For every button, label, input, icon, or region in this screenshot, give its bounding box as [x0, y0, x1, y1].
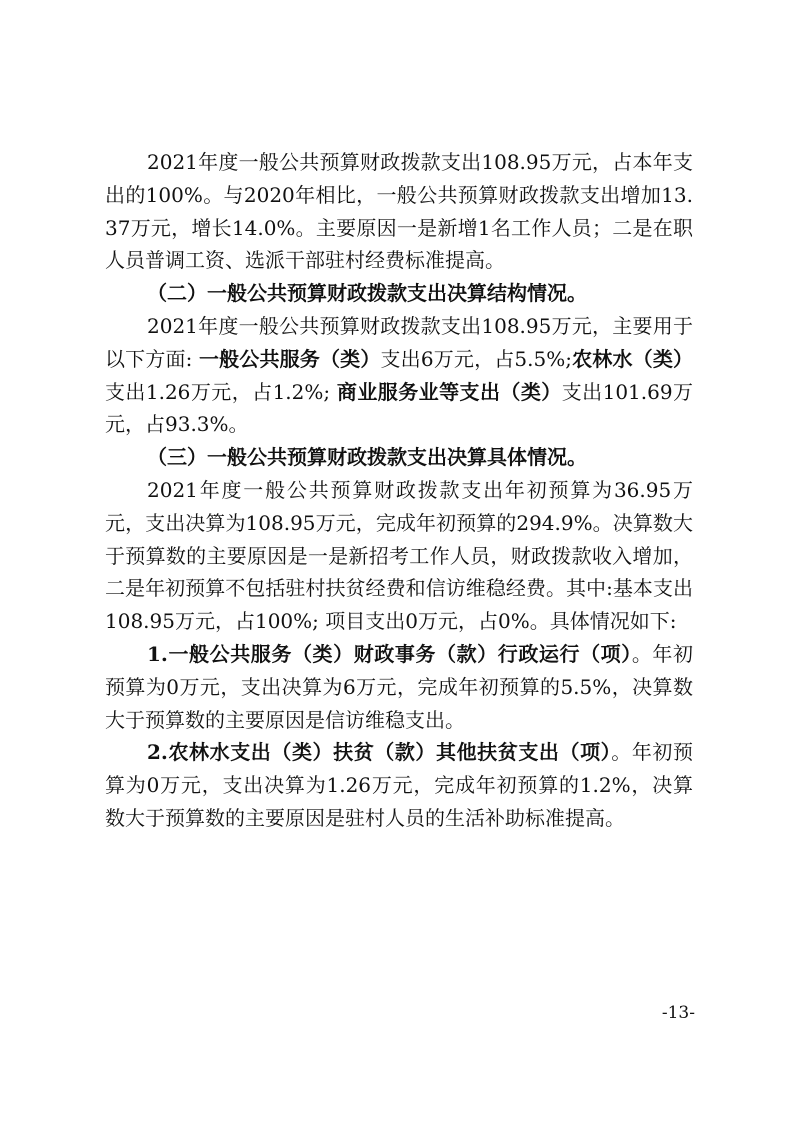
- category-commercial-services-text: 支出101.69万元，占93.3%。: [105, 379, 694, 437]
- item-administrative-operation-text: 。年初预算为0万元，支出决算为6万元，完成年初预算的5.5%，决算数大于预算数的主要原因是信访维稳支出。: [105, 641, 693, 732]
- item-administrative-operation-title: 1.一般公共服务（类）财政事务（款）行政运行（项）: [147, 641, 632, 666]
- item-poverty-alleviation-text: 。年初预算为0万元，支出决算为1.26万元，完成年初预算的1.2%，决算数大于预算数的主要原因是驻村人员的生活补助标准提高。: [105, 740, 693, 830]
- structure-intro: 2021年度一般公共预算财政拨款支出108.95万元，主要用于以下方面:: [105, 313, 693, 371]
- item-administrative-operation: [105, 638, 693, 736]
- page-number: -13-: [661, 1003, 695, 1023]
- document-body: [105, 146, 693, 835]
- category-general-public-services: 一般公共服务（类）: [198, 346, 381, 371]
- category-agriculture-forestry-water-text: 支出1.26万元，占1.2%;: [105, 379, 337, 404]
- paragraph-expenditure-summary: 2021年度一般公共预算财政拨款支出108.95万元，占本年支出的100%。与2020年相比，一般公共预算财政拨款支出增加13.37万元，增长14.0%。主要原因一是新增1名工作人员；二是在职人员普调工资、选派干部驻村经费标准提高。: [105, 150, 693, 273]
- category-agriculture-forestry-water: 农林水（类）: [571, 346, 693, 371]
- item-poverty-alleviation-title: 2.农林水支出（类）扶贫（款）其他扶贫支出（项）: [147, 740, 612, 765]
- category-general-public-services-text: 支出6万元，占5.5%;: [380, 346, 572, 371]
- section-heading-details: （三）一般公共预算财政拨款支出决算具体情况。: [147, 445, 587, 470]
- paragraph-expenditure-structure: [105, 310, 693, 441]
- category-commercial-services: 商业服务业等支出（类）: [336, 379, 562, 404]
- paragraph-expenditure-details: 2021年度一般公共预算财政拨款支出年初预算为36.95万元，支出决算为108.95万元，完成年初预算的294.9%。决算数大于预算数的主要原因是一是新招考工作人员，财政拨款收入增加，二是年初预算不包括驻村扶贫经费和信访维稳经费。其中:基本支出108.95万元，占100%; 项目支出0万元，占0%。具体情况如下:: [105, 477, 693, 634]
- item-poverty-alleviation: [105, 736, 693, 834]
- section-heading-structure: （二）一般公共预算财政拨款支出决算结构情况。: [147, 281, 587, 306]
